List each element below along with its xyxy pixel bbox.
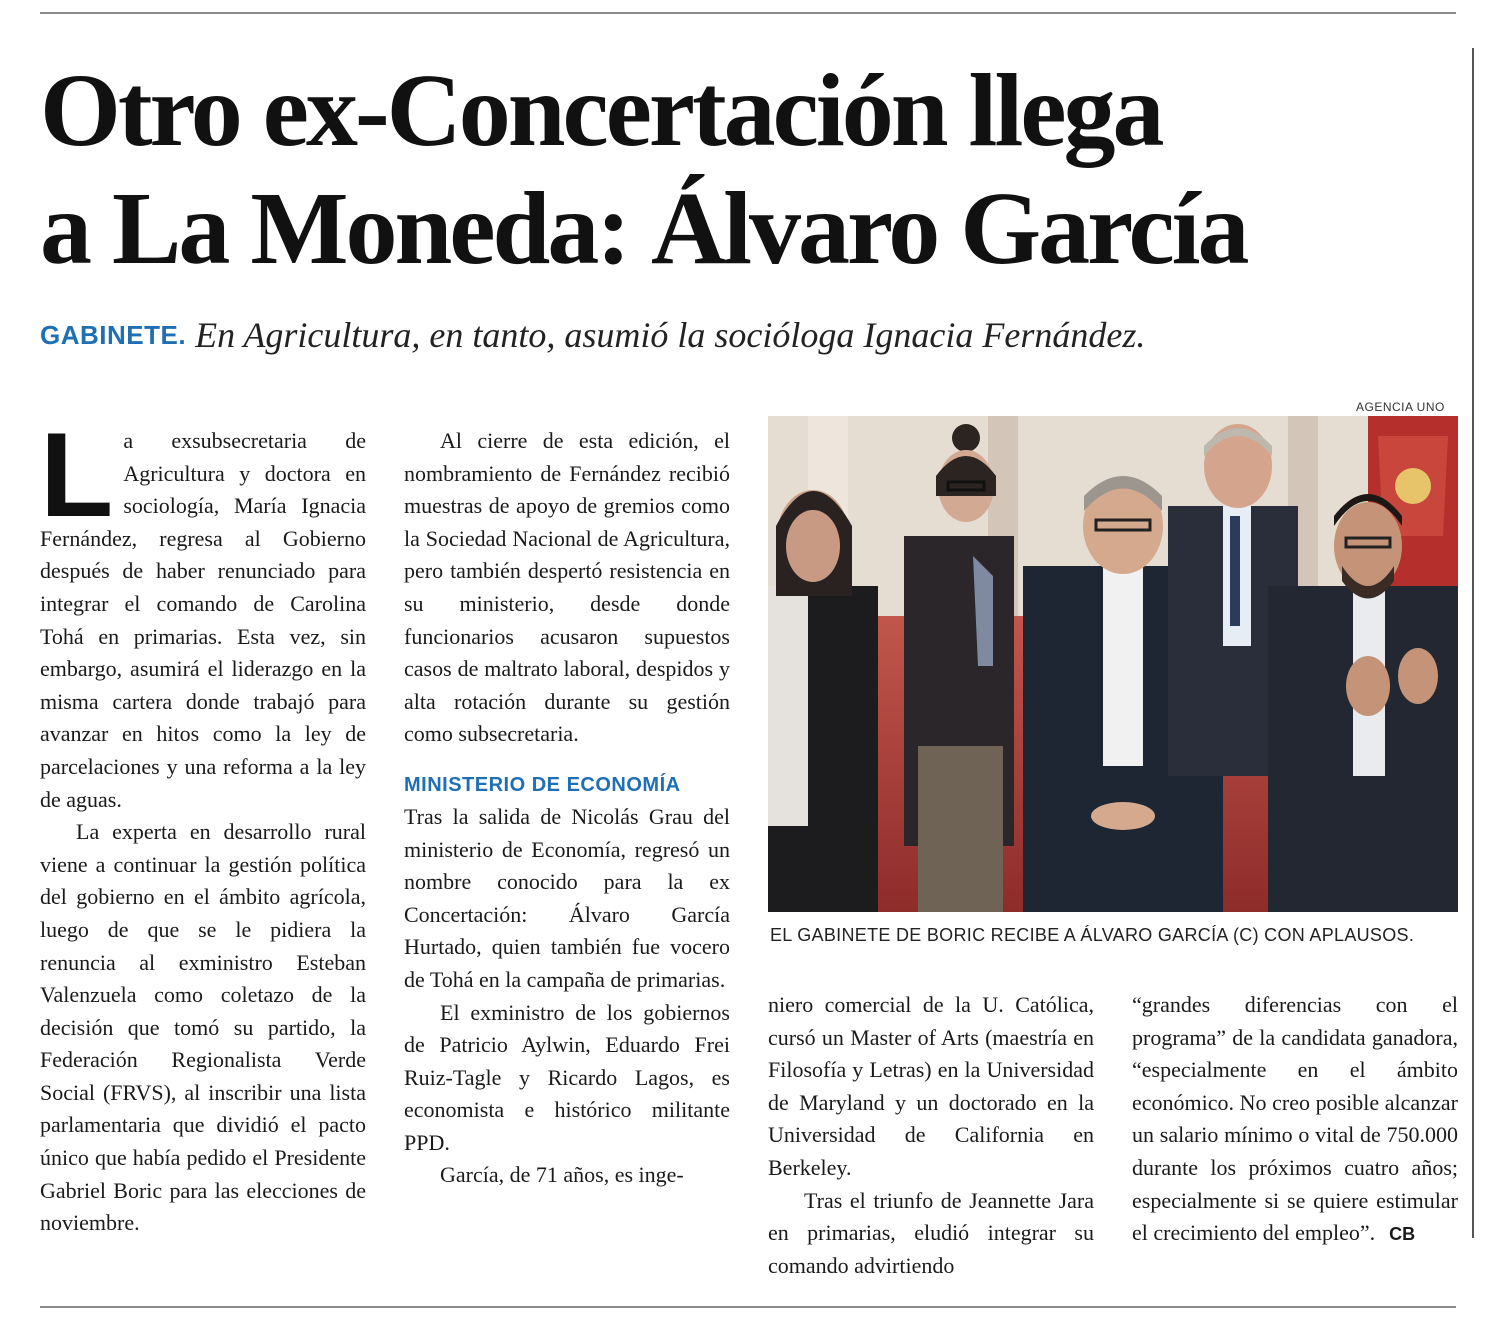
paragraph: El exministro de los gobiernos de Patricio Aylwin, Eduardo Frei Ruiz-Tagle y Ricardo Lagos, es economista e histórico militante PPD.: [404, 999, 730, 1155]
photo-caption: EL GABINETE DE BORIC RECIBE A ÁLVARO GARCÍA (C) CON APLAUSOS.: [770, 925, 1415, 945]
paragraph: niero comercial de la U. Católica, cursó un Master of Arts (maestría en Filosofía y Letras) en la Universidad de Maryland y un doctorado en la Universidad de California en Berkeley.: [768, 992, 1094, 1180]
paragraph: Tras la salida de Nicolás Grau del ministerio de Economía, regresó un nombre conocido para la ex Concertación: Álvaro García Hurtado, quien también fue vocero de Tohá en la campaña de primarias.: [404, 803, 730, 992]
paragraph-text: “grandes diferencias con el programa” de la candidata ganadora, “especialmente en el ámbito económico. No creo posible alcanzar un salario mínimo o vital de 750.000 durante los próximos cuatro años; especialmente si se quiere estimular el crecimiento del empleo”.: [1132, 992, 1458, 1246]
column-divider: [1472, 48, 1474, 1238]
end-mark: CB: [1389, 1224, 1416, 1245]
deck: [40, 314, 1145, 356]
headline-line-2: a La Moneda: Álvaro García: [40, 171, 1247, 286]
paragraph: [1132, 989, 1458, 1251]
headline: [40, 52, 1460, 288]
top-rule: [40, 12, 1456, 14]
photo-credit: AGENCIA UNO: [1356, 400, 1445, 414]
paragraph: La experta en desarrollo rural viene a continuar la gestión política del gobierno en el ámbito agrícola, luego de que se le pidiera la renuncia al exministro Esteban Valenzuela como coletazo de la decisión que tomó su partido, la Federación Regionalista Verde Social (FRVS), al inscribir una lista parlamentaria que dividió el pacto único que había pedido el Presidente Gabriel Boric para las elecciones de noviembre.: [40, 819, 366, 1236]
section-heading: MINISTERIO DE ECONOMÍA: [404, 773, 681, 796]
paragraph: García, de 71 años, es inge-: [440, 1162, 684, 1188]
headline-line-1: Otro ex-Concertación llega: [40, 53, 1162, 168]
article-column-4: [1132, 989, 1458, 1251]
article-column-3: [768, 989, 1094, 1282]
article-column-1: [40, 408, 366, 1240]
news-photo: [768, 416, 1458, 912]
paragraph: Al cierre de esta edición, el nombramiento de Fernández recibió muestras de apoyo de gremios como la Sociedad Nacional de Agricultura, pero también despertó resistencia en su ministerio, desde donde funcionarios acusaron supuestos casos de maltrato laboral, despidos y alta rotación durante su gestión como subsecretaria.: [404, 428, 730, 747]
article-column-2: [404, 425, 730, 1192]
deck-kicker: GABINETE.: [40, 320, 187, 350]
deck-subtitle: En Agricultura, en tanto, asumió la socióloga Ignacia Fernández.: [195, 315, 1146, 355]
paragraph: Tras el triunfo de Jeannette Jara en primarias, eludió integrar su comando advirtiendo: [768, 1187, 1094, 1278]
paragraph: a exsubsecretaria de Agricultura y doctora en sociología, María Ignacia Fernández, regresa al Gobierno después de haber renunciado para integrar el comando de Carolina Tohá en primarias. Esta vez, sin embargo, asumirá el liderazgo en la misma cartera donde trabajó para avanzar en hitos como la ley de parcelaciones y una reforma a la ley de aguas.: [40, 428, 366, 812]
cabinet-photo-illustration: [768, 416, 1458, 912]
drop-cap: L: [40, 408, 114, 542]
bottom-rule: [40, 1306, 1456, 1308]
